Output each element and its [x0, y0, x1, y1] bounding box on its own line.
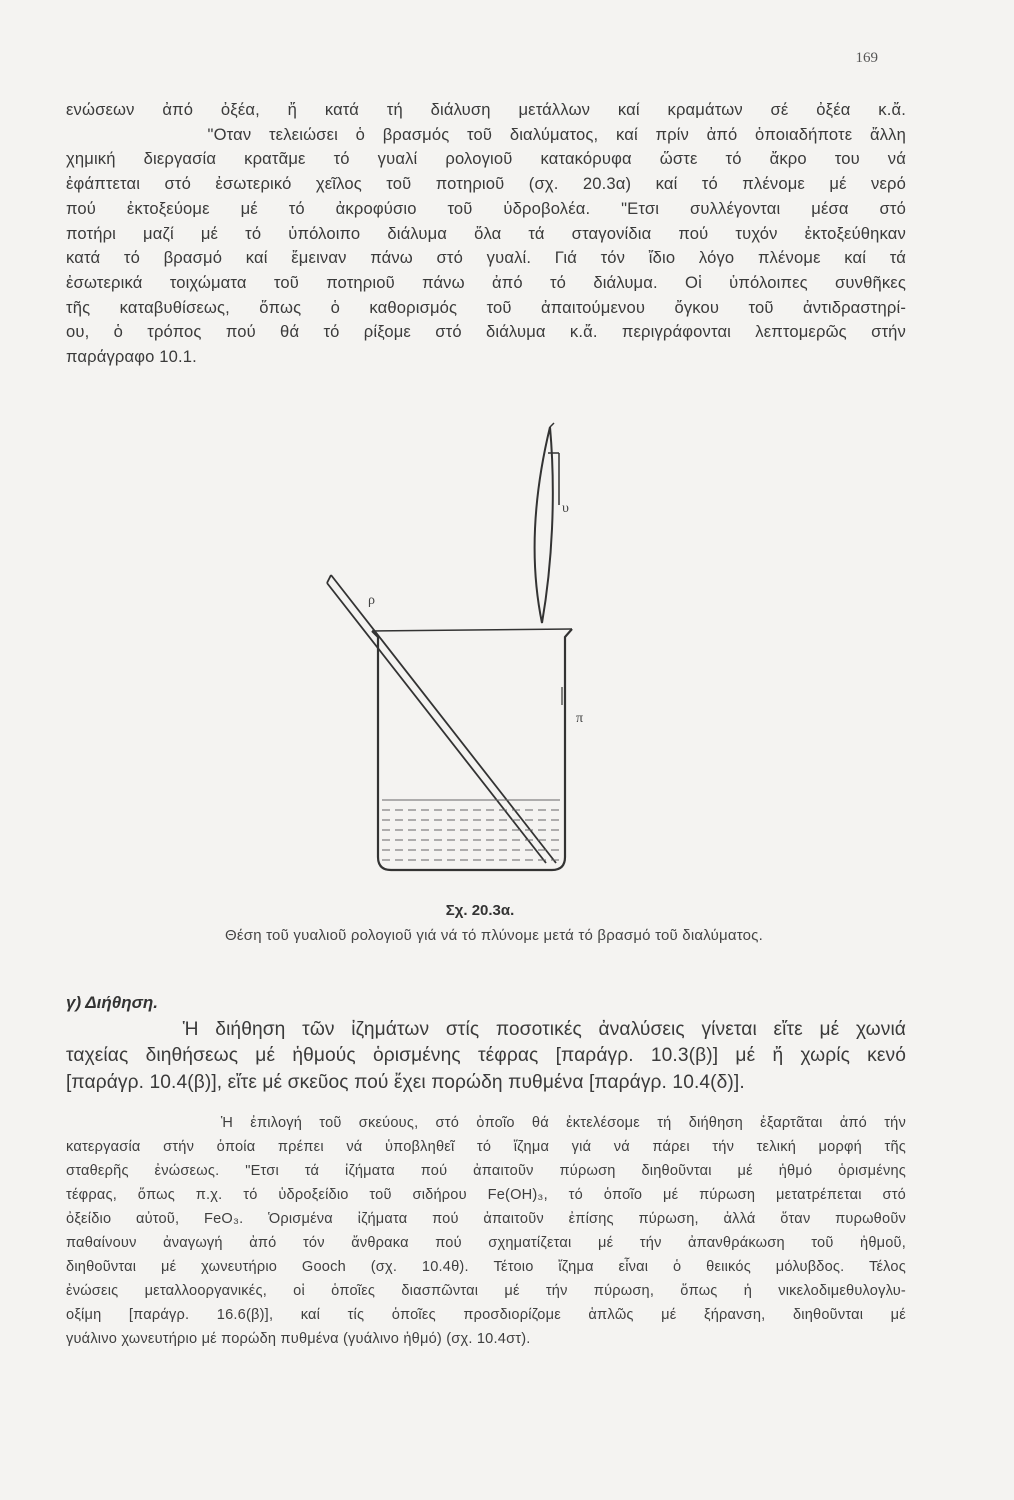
- text-line: ταχείας διηθήσεως μέ ἡθμούς ὁρισμένης τέφρας [παράγρ. 10.3(β)] μέ ἤ χωρίς κενό: [66, 1045, 906, 1067]
- text-line: ὀξείδιο αὐτοῦ, FeO₃. Ὁρισμένα ἰζήματα πού ἀπαιτοῦν ἐπίσης πύρωση, ἀλλά ὅταν πυρωθοῦν: [66, 1211, 906, 1227]
- rod-upper-edge: [331, 575, 556, 863]
- paragraph-2: [66, 1017, 906, 1096]
- text-line: κατεργασία στήν ὁποία πρέπει νά ὑποβληθεῖ τό ἴζημα γιά νά πάρει τήν τελική μορφή τῆς: [66, 1139, 906, 1155]
- text-line: οξίμη [παράγρ. 16.6(β)], καί τίς ὁποῖες προσδιορίζομε ἁπλῶς μέ ξήρανση, διηθοῦνται μέ: [66, 1307, 906, 1323]
- text-line: Ἡ ἐπιλογή τοῦ σκεύους, στό ὁποῖο θά ἐκτελέσομε τή διήθηση ἐξαρτᾶται ἀπό τήν: [66, 1115, 906, 1131]
- watch-glass-tip: [550, 423, 554, 427]
- text-line: γυάλινο χωνευτήριο μέ πορώδη πυθμένα (γυάλινο ἡθμό) (σχ. 10.4στ).: [66, 1331, 531, 1347]
- text-line: πού ἐκτοξεύομε μέ τό ἀκροφύσιο τοῦ ὑδροβολέα. "Ετσι συλλέγονται μέσα στό: [66, 198, 906, 218]
- beaker-rim: [372, 629, 572, 631]
- text-line: ἐσωτερικά τοιχώματα τοῦ ποτηριοῦ πάνω ἀπό τό διάλυμα. Οἱ ὑπόλοιπες συνθῆκες: [66, 272, 906, 292]
- rod-end-cap: [327, 575, 331, 583]
- text-line: ἐφάπτεται στό ἐσωτερικό χεῖλος τοῦ ποτηριοῦ (σχ. 20.3α) καί τό πλένομε μέ νερό: [66, 174, 906, 194]
- beaker-diagram: [300, 405, 600, 895]
- text-line: ου, ὁ τρόπος πού θά τό ρίξομε στό διάλυμα κ.ἄ. περιγράφονται λεπτομερῶς στήν: [66, 322, 906, 342]
- label-rod: ρ: [368, 593, 375, 608]
- liquid-hatching: [382, 800, 560, 860]
- paragraph-1: [66, 98, 906, 370]
- text-line: κατά τό βρασμό καί ἔμειναν πάνω στό γυαλί. Γιά τόν ἴδιο λόγο πλένομε καί τά: [66, 248, 906, 268]
- text-line: ἐνώσεις μεταλλοοργανικές, οἱ ὁποῖες διασπῶνται μέ τήν πύρωση, ὅπως ἡ νικελοδιμεθυλογλυ-: [66, 1283, 906, 1299]
- watch-glass-outline: [535, 427, 553, 623]
- text-line: τέφρας, ὅπως π.χ. τό ὑδροξείδιο τοῦ σιδήρου Fe(OH)₃, τό ὁποῖο μέ πύρωση μετατρέπεται στό: [66, 1187, 906, 1203]
- section-heading: γ) Διήθηση.: [66, 993, 158, 1012]
- text-line: τῆς καταβυθίσεως, ὅπως ὁ καθορισμός τοῦ ἀπαιτούμενου ὄγκου τοῦ ἀντιδραστηρί-: [66, 297, 906, 317]
- page-number: 169: [855, 50, 878, 66]
- text-line: ενώσεων ἀπό ὀξέα, ἤ κατά τή διάλυση μετάλλων καί κραμάτων σέ ὀξέα κ.ἄ.: [66, 100, 906, 119]
- label-beaker: π: [576, 711, 584, 726]
- text-line: διηθοῦνται μέ χωνευτήριο Gooch (σχ. 10.4θ). Τέτοιο ἴζημα εἶναι ὁ θειικός μόλυβδος. Τέλος: [66, 1259, 906, 1275]
- text-line: "Οταν τελειώσει ὁ βρασμός τοῦ διαλύματος, καί πρίν ἀπό ὁποιαδήποτε ἄλλη: [66, 124, 906, 144]
- rod-lower-edge: [327, 583, 546, 863]
- text-line: παθαίνουν ἀναγωγή ἀπό τόν ἄνθρακα πού σχηματίζεται μέ τήν ἀπανθράκωση τοῦ ἡθμοῦ,: [66, 1235, 906, 1251]
- text-line: Ἡ διήθηση τῶν ἰζημάτων στίς ποσοτικές ἀναλύσεις γίνεται εἴτε μέ χωνιά: [66, 1019, 906, 1040]
- figure-caption-title: Σχ. 20.3α.: [445, 902, 515, 919]
- text-line: ποτήρι μαζί μέ τό ὑπόλοιπο διάλυμα ὅλα τά σταγονίδια πού τυχόν ἐκτοξεύθηκαν: [66, 223, 906, 243]
- beaker-figure: [300, 405, 600, 895]
- paragraph-3: [66, 1111, 906, 1351]
- text-line: χημική διεργασία κρατᾶμε τό γυαλί ρολογιοῦ κατακόρυφα ὥστε τό ἄκρο του νά: [66, 149, 906, 169]
- label-watch-glass: υ: [562, 501, 569, 516]
- figure-caption-text: Θέση τοῦ γυαλιοῦ ρολογιοῦ γιά νά τό πλύνομε μετά τό βρασμό τοῦ διαλύματος.: [225, 927, 763, 944]
- text-line: σταθερῆς ἐνώσεως. "Ετσι τά ἰζήματα πού ἀπαιτοῦν πύρωση διηθοῦνται μέ ἡθμό ὁρισμένης: [66, 1163, 906, 1179]
- text-line: παράγραφο 10.1.: [66, 347, 197, 367]
- text-line: [παράγρ. 10.4(β)], εἴτε μέ σκεῦος πού ἔχει πορώδη πυθμένα [παράγρ. 10.4(δ)].: [66, 1071, 745, 1093]
